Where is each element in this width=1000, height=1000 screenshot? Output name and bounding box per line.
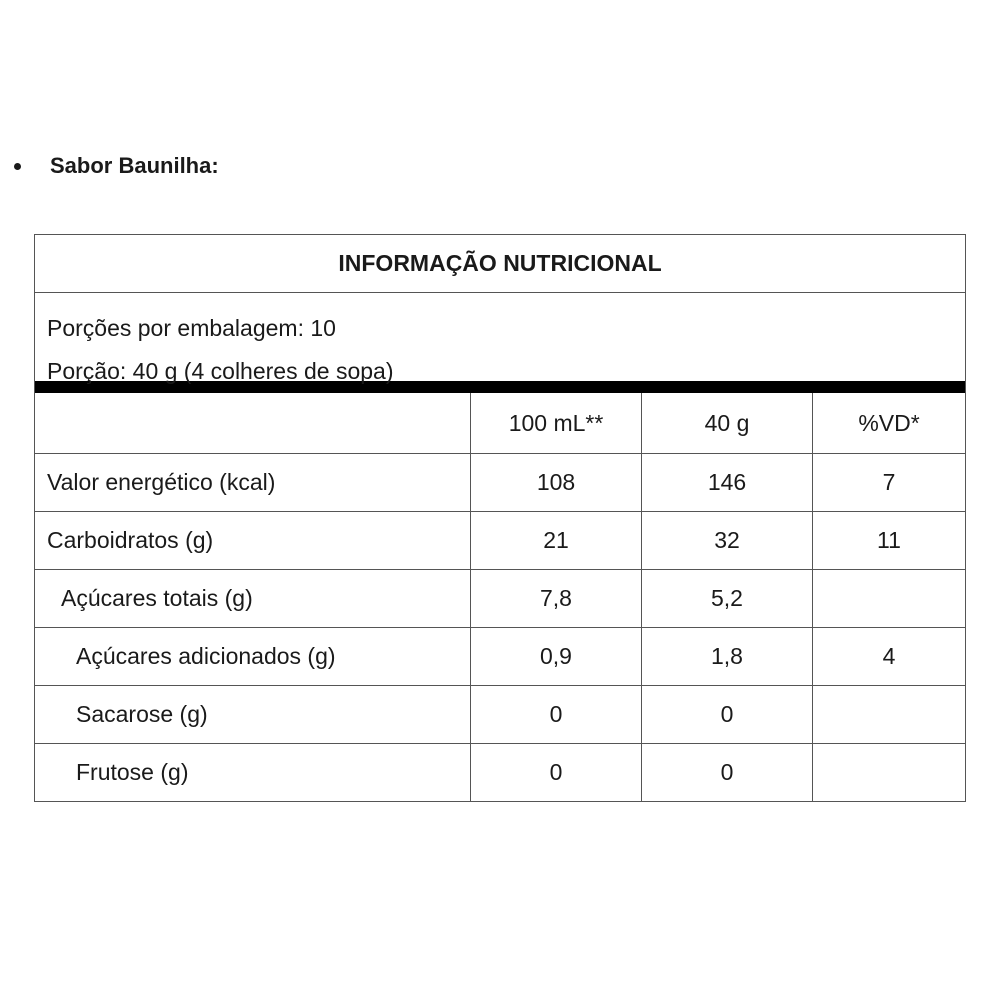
row-label: Açúcares totais (g) bbox=[61, 585, 253, 611]
bullet-icon bbox=[14, 163, 21, 170]
value-100ml: 108 bbox=[470, 454, 641, 511]
table-row-sucrose bbox=[35, 685, 965, 743]
row-label: Sacarose (g) bbox=[76, 701, 208, 727]
value-vd bbox=[812, 744, 965, 801]
portion-info bbox=[35, 293, 965, 393]
value-portion: 0 bbox=[641, 686, 812, 743]
value-portion: 32 bbox=[641, 512, 812, 569]
servings-per-package: Porções por embalagem: 10 bbox=[47, 315, 336, 341]
row-label: Frutose (g) bbox=[76, 759, 189, 785]
value-100ml: 0,9 bbox=[470, 628, 641, 685]
value-portion: 0 bbox=[641, 744, 812, 801]
row-label: Carboidratos (g) bbox=[47, 527, 214, 553]
value-vd: 7 bbox=[812, 454, 965, 511]
header-cell-100ml: 100 mL** bbox=[470, 393, 641, 453]
header-cell-portion: 40 g bbox=[641, 393, 812, 453]
header-cell-label bbox=[35, 393, 470, 453]
value-vd bbox=[812, 570, 965, 627]
value-portion: 1,8 bbox=[641, 628, 812, 685]
nutrition-facts-table bbox=[34, 234, 966, 802]
value-vd: 4 bbox=[812, 628, 965, 685]
table-header-row bbox=[35, 393, 965, 453]
value-vd bbox=[812, 686, 965, 743]
value-100ml: 0 bbox=[470, 686, 641, 743]
value-vd: 11 bbox=[812, 512, 965, 569]
row-label: Açúcares adicionados (g) bbox=[76, 643, 336, 669]
value-100ml: 7,8 bbox=[470, 570, 641, 627]
table-row-fructose bbox=[35, 743, 965, 801]
header-cell-vd: %VD* bbox=[812, 393, 965, 453]
value-100ml: 21 bbox=[470, 512, 641, 569]
table-row-carbohydrates bbox=[35, 511, 965, 569]
serving-size: Porção: 40 g (4 colheres de sopa) bbox=[47, 358, 394, 384]
flavor-heading bbox=[14, 150, 219, 182]
table-title: INFORMAÇÃO NUTRICIONAL bbox=[35, 235, 965, 293]
table-row-total-sugars bbox=[35, 569, 965, 627]
value-100ml: 0 bbox=[470, 744, 641, 801]
value-portion: 5,2 bbox=[641, 570, 812, 627]
value-portion: 146 bbox=[641, 454, 812, 511]
flavor-heading-text: Sabor Baunilha: bbox=[50, 153, 219, 178]
table-row-added-sugars bbox=[35, 627, 965, 685]
row-label: Valor energético (kcal) bbox=[47, 469, 276, 495]
table-row-energy bbox=[35, 453, 965, 511]
